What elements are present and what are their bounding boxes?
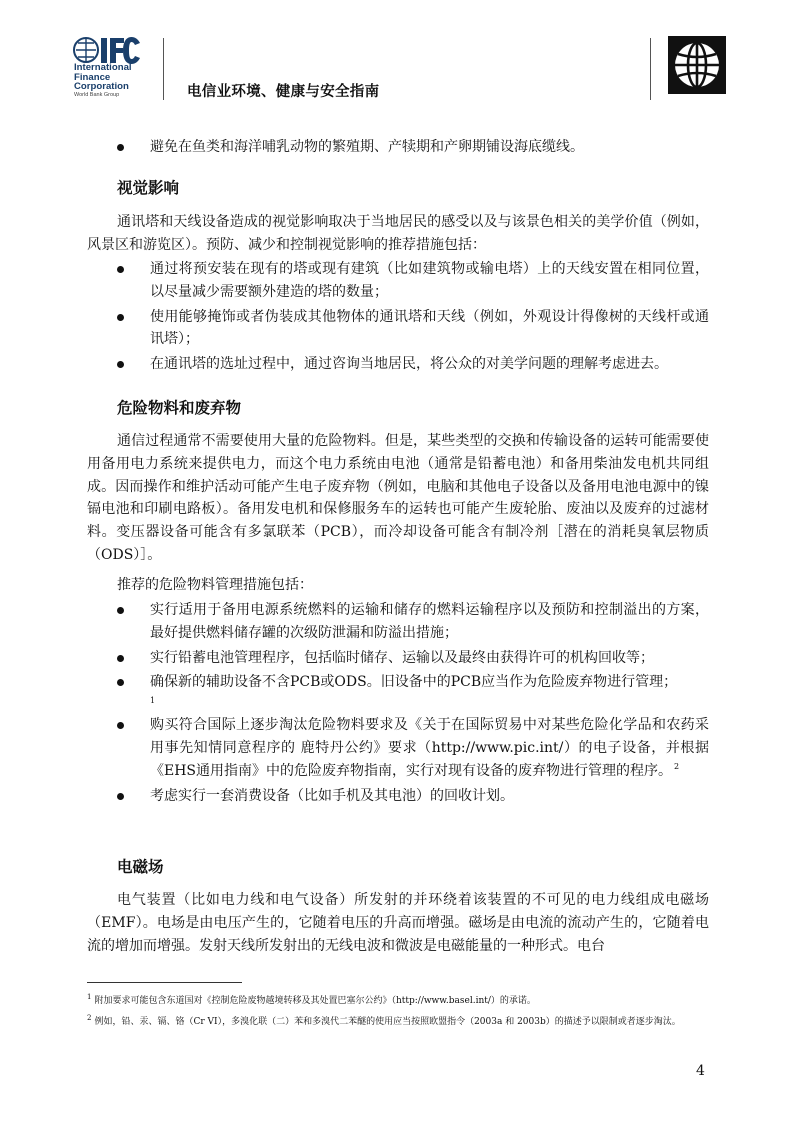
- list-item: 避免在鱼类和海洋哺乳动物的繁殖期、产犊期和产卵期铺设海底缆线。: [117, 136, 709, 159]
- paragraph-emf-intro: 电气装置（比如电力线和电气设备）所发射的并环绕着该装置的不可见的电力线组成电磁场（EMF）。电场是由电压产生的，它随着电压的升高而增强。磁场是由电流的流动产生的，它随着电流的增加而增强。发射天线所发射出的无线电波和微波是电磁能量的一种形式。电台: [87, 892, 709, 954]
- footnote-ref-1: 1: [150, 696, 156, 706]
- section-heading-emf: 电磁场: [117, 858, 164, 876]
- list-item: 使用能够掩饰或者伪装成其他物体的通讯塔和天线（例如，外观设计得像树的天线杆或通讯塔）；: [117, 306, 709, 352]
- world-bank-globe-icon: [668, 36, 726, 94]
- bullet-dot-icon: [117, 361, 124, 368]
- logo-subtitle: World Bank Group: [74, 91, 120, 98]
- list-item: 实行适用于备用电源系统燃料的运输和储存的燃料运输程序以及预防和控制溢出的方案，最好提供燃料储存罐的次级防泄漏和防溢出措施；: [117, 599, 709, 645]
- section-heading-hazardous: 危险物料和废弃物: [117, 399, 242, 417]
- page-number: 4: [696, 1063, 705, 1079]
- bullet-dot-icon: [117, 314, 124, 321]
- header-title: 电信业环境、健康与安全指南: [187, 84, 380, 100]
- bullet-dot-icon: [117, 144, 124, 151]
- header-divider-right: [650, 38, 651, 100]
- footnotes: [87, 990, 709, 1032]
- footnote-1: $^1$ 附加要求可能包含东道国对《控制危险废物越境转移及其处置巴塞尔公约》（http://www.basel.int/）的承诺。: [87, 993, 536, 1006]
- list-item: 确保新的辅助设备不含PCB或ODS。旧设备中的PCB应当作为危险废弃物进行管理； 1: [117, 671, 709, 706]
- bullet-dot-icon: [117, 722, 124, 729]
- list-item: 在通讯塔的选址过程中，通过咨询当地居民，将公众的对美学问题的理解考虑进去。: [117, 353, 709, 376]
- header-divider-left: [163, 38, 164, 100]
- list-item: 通过将预安装在现有的塔或现有建筑（比如建筑物或输电塔）上的天线安置在相同位置，以尽量减少需要额外建造的塔的数量；: [117, 258, 709, 304]
- footnote-2: $^2$ 例如，铅、汞、镉、铬（Cr VI），多溴化联（二）苯和多溴代二苯醚的使用应当按照欧盟指令（2003a 和 2003b）的描述予以限制或者逐步淘汰。: [87, 1014, 681, 1027]
- paragraph-hazardous-lead: 推荐的危险物料管理措施包括：: [117, 577, 313, 593]
- list-item: 购买符合国际上逐步淘汰危险物料要求及《关于在国际贸易中对某些危险化学品和农药采用事先知情同意程序的 鹿特丹公约》要求（http://www.pic.int/）的电子设备，并根据《EHS通用指南》中的危险废弃物指南，实行对现有设备的废弃物进行管理的程序。 $^2$: [117, 714, 709, 782]
- logo-line-2: Finance: [74, 71, 111, 83]
- list-item: 实行铅蓄电池管理程序，包括临时储存、运输以及最终由获得许可的机构回收等；: [117, 647, 709, 670]
- bullet-dot-icon: [117, 679, 124, 686]
- ifc-logo-text: [74, 63, 132, 99]
- footnote-ref-2: 2: [674, 761, 680, 771]
- bullet-dot-icon: [117, 266, 124, 273]
- footnote-divider: [87, 982, 242, 983]
- list-item: 考虑实行一套消费设备（比如手机及其电池）的回收计划。: [117, 785, 709, 808]
- paragraph-visual-intro: 通讯塔和天线设备造成的视觉影响取决于当地居民的感受以及与该景色相关的美学价值（例如，风景区和游览区）。预防、减少和控制视觉影响的推荐措施包括：: [87, 214, 709, 253]
- bullet-dot-icon: [117, 607, 124, 614]
- bullet-dot-icon: [117, 655, 124, 662]
- bullet-list-hazardous: [117, 599, 709, 809]
- bullet-dot-icon: [117, 793, 124, 800]
- logo-line-3: Corporation: [74, 81, 129, 93]
- bullet-list-visual: [117, 258, 709, 378]
- paragraph-hazardous-intro: 通信过程通常不需要使用大量的危险物料。但是，某些类型的交换和传输设备的运转可能需要使用备用电力系统来提供电力，而这个电力系统由电池（通常是铅蓄电池）和备用柴油发电机共同组成。因而操作和维护活动可能产生电子废弃物（例如，电脑和其他电子设备以及备用电池电源中的镍镉电池和印刷电路板）。备用发电机和保修服务车的运转也可能产生废轮胎、废油以及废弃的过滤材料。变压器设备可能含有多氯联苯（PCB），而冷却设备可能含有制冷剂［潜在的消耗臭氧层物质（ODS）］。: [87, 433, 709, 563]
- logo-line-1: International: [74, 62, 132, 73]
- bullet-list-top: [117, 136, 709, 161]
- section-heading-visual: 视觉影响: [117, 179, 180, 197]
